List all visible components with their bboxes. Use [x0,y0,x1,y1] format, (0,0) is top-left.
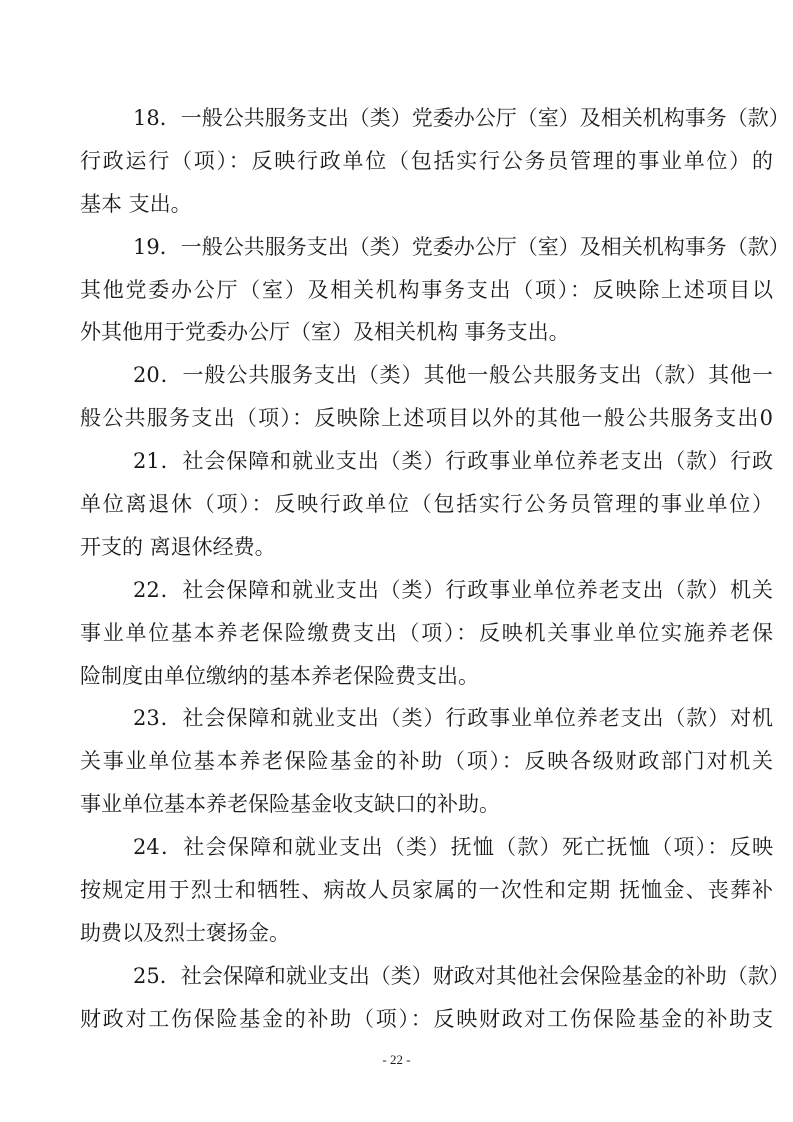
text-line: 22．社会保障和就业支出（类）行政事业单位养老支出（款）机关 [133,577,773,602]
paragraph [80,226,790,355]
text-line: 财政对工伤保险基金的补助（项）：反映财政对工伤保险基金的补助支 [80,1006,773,1031]
text-line: 助费以及烈士褒扬金。 [80,920,290,945]
text-line: 基本 支出。 [80,191,192,216]
text-line: 行政运行（项）：反映行政单位（包括实行公务员管理的事业单位）的 [80,148,773,173]
paragraph [80,697,773,826]
text-line: 24．社会保障和就业支出（类）抚恤（款）死亡抚恤（项）：反映 [133,835,773,860]
text-line: 25．社会保障和就业支出（类）财政对其他社会保险基金的补助（款） [133,963,790,988]
text-line: 险制度由单位缴纳的基本养老保险费支出。 [80,663,479,688]
text-line: 21．社会保障和就业支出（类）行政事业单位养老支出（款）行政 [133,449,773,474]
text-line: 事业单位基本养老保险基金收支缺口的补助。 [80,792,500,817]
text-line: 外其他用于党委办公厅（室）及相关机构 事务支出。 [80,320,570,345]
paragraph [80,826,773,955]
page-number: - 22 - [382,1052,411,1067]
text-line: 18．一般公共服务支出（类）党委办公厅（室）及相关机构事务（款） [133,106,790,130]
text-line: 单位离退休（项）：反映行政单位（包括实行公务员管理的事业单位） [80,492,773,517]
text-line: 关事业单位基本养老保险基金的补助（项）：反映各级财政部门对机关 [80,749,773,774]
paragraph [80,440,773,569]
text-line: 般公共服务支出（项）：反映除上述项目以外的其他一般公共服务支出0 [80,406,773,431]
text-line: 按规定用于烈士和牺牲、病故人员家属的一次性和定期 抚恤金、丧葬补 [80,878,773,903]
text-line: 23．社会保障和就业支出（类）行政事业单位养老支出（款）对机 [133,706,773,731]
text-line: 20．一般公共服务支出（类）其他一般公共服务支出（款）其他一 [133,363,773,388]
text-line: 开支的 离退休经费。 [80,534,276,559]
document-body [80,97,790,1041]
paragraph [80,97,790,226]
text-line: 19．一般公共服务支出（类）党委办公厅（室）及相关机构事务（款） [133,234,790,259]
text-line: 其他党委办公厅（室）及相关机构事务支出（项）：反映除上述项目以 [80,277,773,302]
text-line: 事业单位基本养老保险缴费支出（项）：反映机关事业单位实施养老保 [80,620,773,645]
paragraph [80,569,773,698]
paragraph [80,354,773,440]
paragraph [80,955,790,1041]
